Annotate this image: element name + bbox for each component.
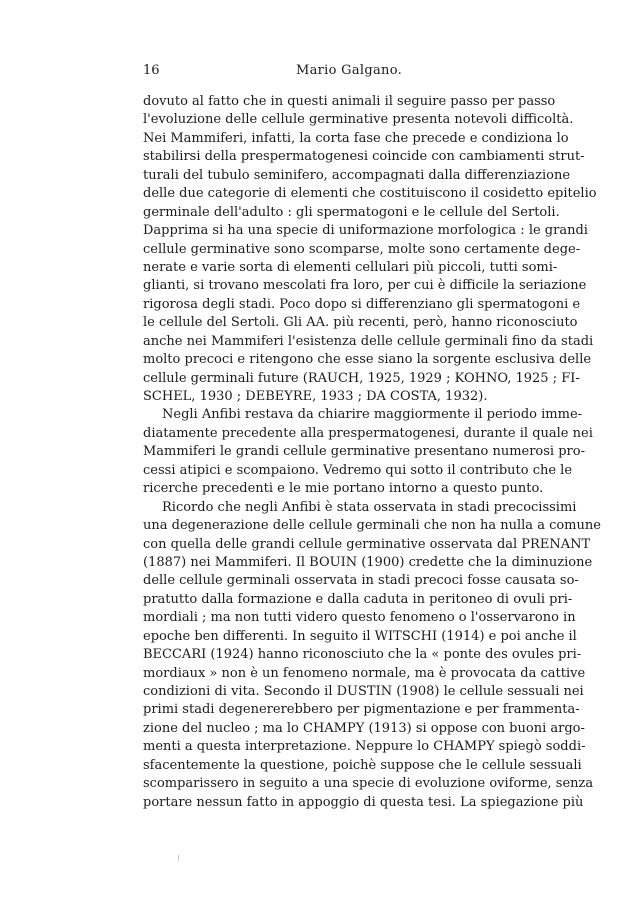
text-line: primi stadi degenererebbero per pigmentazione e per frammenta- bbox=[143, 702, 580, 718]
text-line: Dapprima si ha una specie di uniformazione morfologica : le grandi bbox=[143, 223, 588, 239]
text-line: molto precoci e ritengono che esse siano la sorgente esclusiva delle bbox=[143, 352, 592, 368]
text-line: nerate e varie sorta di elementi cellulari più piccoli, tutti somi- bbox=[143, 259, 558, 275]
text-line: le cellule del Sertoli. Gli AA. più recenti, però, hanno riconosciuto bbox=[143, 315, 578, 331]
text-line: mordiaux » non è un fenomeno normale, ma è provocata da cattive bbox=[143, 665, 586, 681]
text-line: stabilirsi della prespermatogenesi coincide con cambiamenti strut- bbox=[143, 149, 585, 165]
text-line: con quella delle grandi cellule germinative osservata dal PRENANT bbox=[143, 536, 591, 552]
text-line: diatamente precedente alla prespermatogenesi, durante il quale nei bbox=[143, 425, 593, 441]
text-line: condizioni di vita. Secondo il DUSTIN (1908) le cellule sessuali nei bbox=[143, 684, 584, 699]
text-line: BECCARI (1924) hanno riconosciuto che la « ponte des ovules pri- bbox=[143, 647, 582, 663]
text-line: epoche ben differenti. In seguito il WITSCHI (1914) e poi anche il bbox=[143, 628, 577, 644]
text-line: glianti, si trovano mescolati fra loro, per cui è difficile la seriazione bbox=[143, 278, 587, 294]
text-line: rigorosa degli stadi. Poco dopo si differenziano gli spermatogoni e bbox=[143, 296, 581, 312]
text-line: dovuto al fatto che in questi animali il seguire passo per passo bbox=[143, 94, 556, 109]
text-line: cellule germinative sono scomparse, molte sono certamente dege- bbox=[143, 241, 581, 257]
text-line: ricerche precedenti e le mie portano intorno a questo punto. bbox=[143, 481, 544, 497]
text-line: l'evoluzione delle cellule germinative presenta notevoli difficoltà. bbox=[143, 112, 574, 128]
paragraph bbox=[143, 499, 601, 812]
text-line: sfacentemente la questione, poichè suppose che le cellule sessuali bbox=[143, 757, 582, 773]
text-line: delle due categorie di elementi che costituiscono il cosidetto epitelio bbox=[143, 186, 597, 202]
text-line: pratutto dalla formazione e dalla caduta in peritoneo di ovuli pri- bbox=[143, 591, 573, 607]
text-line: (1887) nei Mammiferi. Il BOUIN (1900) credette che la diminuzione bbox=[143, 554, 593, 570]
text-line: SCHEL, 1930 ; DEBEYRE, 1933 ; DA COSTA, 1932). bbox=[143, 389, 488, 404]
text-line: portare nessun fatto in appoggio di questa tesi. La spiegazione più bbox=[143, 794, 584, 810]
text-line: Nei Mammiferi, infatti, la corta fase che precede e condiziona lo bbox=[143, 130, 569, 146]
text-line: delle cellule germinali osservata in stadi precoci fosse causata so- bbox=[143, 573, 579, 589]
text-line: cessi atipici e scompaiono. Vedremo qui sotto il contributo che le bbox=[143, 462, 573, 478]
text-line: cellule germinali future (RAUCH, 1925, 1929 ; KOHNO, 1925 ; FI- bbox=[143, 370, 580, 386]
text-line: Ricordo che negli Anfibi è stata osservata in stadi precocissimi bbox=[162, 499, 577, 515]
paragraph bbox=[143, 93, 597, 406]
scan-mark bbox=[178, 855, 179, 861]
text-line: scomparissero in seguito a una specie di evoluzione oviforme, senza bbox=[143, 776, 594, 792]
text-line: menti a questa interpretazione. Neppure lo CHAMPY spiegò soddi- bbox=[143, 739, 586, 755]
paragraph bbox=[143, 406, 593, 498]
body-text bbox=[143, 93, 601, 812]
text-line: una degenerazione delle cellule germinali che non ha nulla a comune bbox=[143, 518, 601, 534]
text-line: Mammiferi le grandi cellule germinative presentano numerosi pro- bbox=[143, 444, 585, 460]
page-number: 16 bbox=[143, 63, 160, 78]
text-line: Negli Anfibi restava da chiarire maggiormente il periodo imme- bbox=[162, 407, 583, 423]
text-line: zione del nucleo ; ma lo CHAMPY (1913) si oppose con buoni argo- bbox=[143, 720, 585, 736]
running-title: Mario Galgano. bbox=[295, 63, 403, 78]
page-header bbox=[143, 63, 555, 81]
text-line: turali del tubulo seminifero, accompagnati dalla differenziazione bbox=[143, 167, 571, 183]
text-line: germinale dell'adulto : gli spermatogoni e le cellule del Sertoli. bbox=[143, 204, 560, 220]
text-line: mordiali ; ma non tutti videro questo fenomeno o l'osservarono in bbox=[143, 610, 576, 626]
text-line: anche nei Mammiferi l'esistenza delle cellule germinali fino da stadi bbox=[143, 333, 594, 349]
